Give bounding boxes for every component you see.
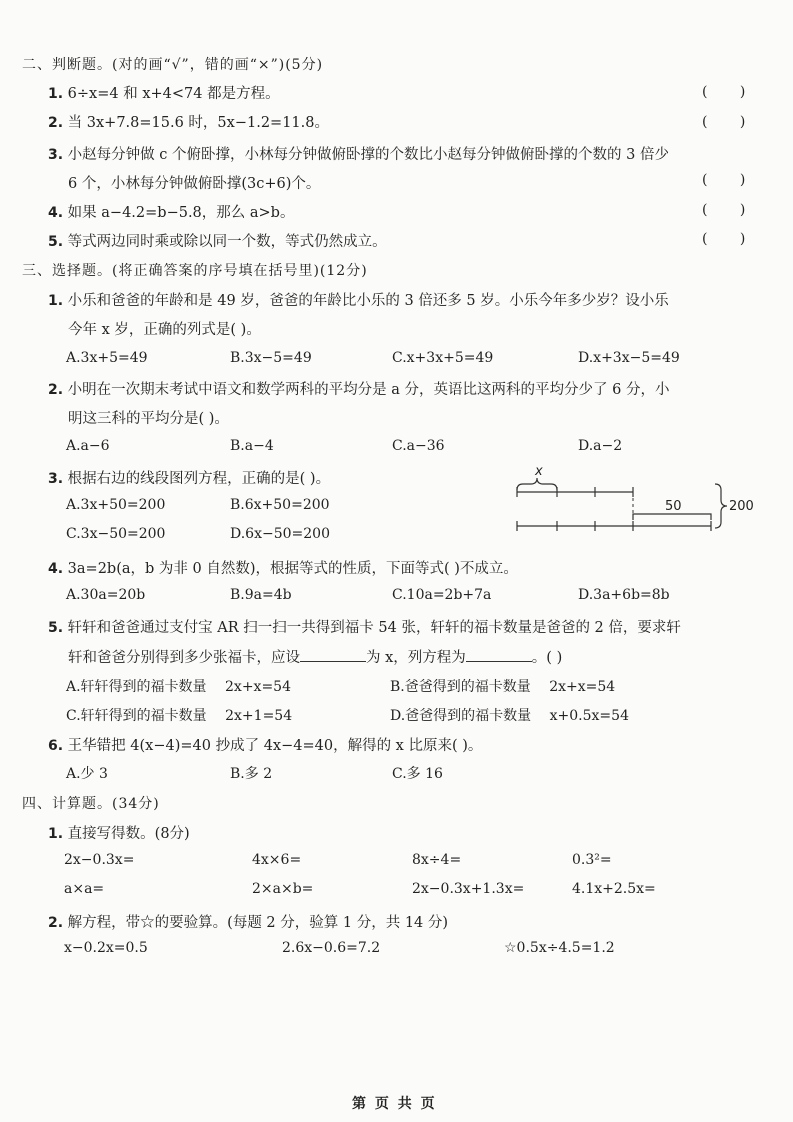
calc-item: 2×a×b= (252, 881, 314, 897)
option-b[interactable]: B.a−4 (230, 438, 274, 454)
calc-item: 8x÷4= (412, 852, 462, 868)
line-segment-diagram (505, 462, 765, 542)
total-label: 200 (729, 499, 754, 514)
equation-item: 2.6x−0.6=7.2 (282, 940, 381, 956)
choice-q5: 5. 轩轩和爸爸通过支付宝 AR 扫一扫一共得到福卡 54 张，轩轩的福卡数量是爸爸的 2 倍，要求轩 (48, 620, 681, 636)
calc-item: 0.3²= (572, 852, 612, 868)
calc-item: a×a= (64, 881, 105, 897)
option-c[interactable]: C.x+3x+5=49 (392, 350, 494, 366)
option-b[interactable]: B.3x−5=49 (230, 350, 312, 366)
judge-item-1: 1. 6÷x=4 和 x+4<74 都是方程。 (48, 86, 280, 102)
option-a[interactable]: A.a−6 (66, 438, 110, 454)
calc-q2: 2. 解方程，带☆的要验算。(每题 2 分，验算 1 分，共 14 分) (48, 915, 449, 931)
option-a[interactable]: A.轩轩得到的福卡数量 2x+x=54 (66, 679, 291, 695)
judge-item-3: 3. 小赵每分钟做 c 个俯卧撑，小林每分钟做俯卧撑的个数比小赵每分钟做俯卧撑的个数的 3 倍少 (48, 147, 669, 163)
equation-item: ☆0.5x÷4.5=1.2 (504, 940, 615, 956)
x-brace (517, 478, 557, 490)
equation-item: x−0.2x=0.5 (64, 940, 148, 956)
calc-item: 4.1x+2.5x= (572, 881, 656, 897)
option-a[interactable]: A.少 3 (66, 766, 108, 782)
page-footer: 第 页 共 页 (352, 1096, 437, 1112)
judge-item-5: 5. 等式两边同时乘或除以同一个数，等式仍然成立。 (48, 234, 387, 250)
calc-item: 2x−0.3x+1.3x= (412, 881, 525, 897)
choice-q2: 2. 小明在一次期末考试中语文和数学两科的平均分是 a 分，英语比这两科的平均分少了 6 分，小 (48, 382, 670, 398)
option-c[interactable]: C.轩轩得到的福卡数量 2x+1=54 (66, 708, 293, 724)
answer-paren[interactable]: ( ) (702, 84, 760, 100)
option-c[interactable]: C.多 16 (392, 766, 443, 782)
choice-q2-cont: 明这三科的平均分是( )。 (68, 411, 229, 427)
fifty-label: 50 (665, 499, 682, 514)
answer-paren[interactable]: ( ) (702, 172, 760, 188)
judge-item-3-cont: 6 个，小林每分钟做俯卧撑(3c+6)个。 (68, 176, 321, 192)
option-d[interactable]: D.爸爸得到的福卡数量 x+0.5x=54 (390, 708, 629, 724)
fill-blank[interactable] (300, 649, 366, 662)
calc-item: 4x×6= (252, 852, 302, 868)
calc-q1: 1. 直接写得数。(8分) (48, 826, 190, 842)
section2-heading: 二、判断题。(对的画“√”，错的画“×”)(5分) (22, 57, 324, 73)
option-d[interactable]: D.x+3x−5=49 (578, 350, 680, 366)
option-c[interactable]: C.3x−50=200 (66, 526, 166, 542)
option-d[interactable]: D.6x−50=200 (230, 526, 330, 542)
choice-q1: 1. 小乐和爸爸的年龄和是 49 岁，爸爸的年龄比小乐的 3 倍还多 5 岁。小乐今年多少岁？设小乐 (48, 293, 669, 309)
choice-q5-cont: 轩和爸爸分别得到多少张福卡，应设 为 x，列方程为 。( ) (68, 650, 563, 666)
option-b[interactable]: B.6x+50=200 (230, 497, 330, 513)
x-label: x (535, 464, 543, 479)
option-b[interactable]: B.多 2 (230, 766, 273, 782)
option-a[interactable]: A.3x+50=200 (66, 497, 166, 513)
calc-item: 2x−0.3x= (64, 852, 135, 868)
choice-q3: 3. 根据右边的线段图列方程，正确的是( )。 (48, 471, 331, 487)
choice-q6: 6. 王华错把 4(x−4)=40 抄成了 4x−4=40，解得的 x 比原来( )。 (48, 738, 483, 754)
section4-heading: 四、计算题。(34分) (22, 796, 160, 812)
judge-item-4: 4. 如果 a−4.2=b−5.8，那么 a>b。 (48, 205, 295, 221)
option-a[interactable]: A.30a=20b (66, 587, 146, 603)
option-b[interactable]: B.爸爸得到的福卡数量 2x+x=54 (390, 679, 616, 695)
answer-paren[interactable]: ( ) (702, 114, 760, 130)
choice-q1-cont: 今年 x 岁，正确的列式是( )。 (68, 322, 261, 338)
answer-paren[interactable]: ( ) (702, 202, 760, 218)
answer-paren[interactable]: ( ) (702, 231, 760, 247)
fill-blank[interactable] (466, 649, 532, 662)
option-d[interactable]: D.3a+6b=8b (578, 587, 670, 603)
judge-item-2: 2. 当 3x+7.8=15.6 时，5x−1.2=11.8。 (48, 115, 329, 131)
choice-q4: 4. 3a=2b(a，b 为非 0 自然数)，根据等式的性质，下面等式( )不成立。 (48, 561, 518, 577)
option-c[interactable]: C.10a=2b+7a (392, 587, 492, 603)
option-b[interactable]: B.9a=4b (230, 587, 292, 603)
section3-heading: 三、选择题。(将正确答案的序号填在括号里)(12分) (22, 263, 368, 279)
fifty-bracket (633, 514, 711, 520)
option-a[interactable]: A.3x+5=49 (66, 350, 148, 366)
option-c[interactable]: C.a−36 (392, 438, 445, 454)
option-d[interactable]: D.a−2 (578, 438, 623, 454)
total-brace (715, 484, 727, 528)
